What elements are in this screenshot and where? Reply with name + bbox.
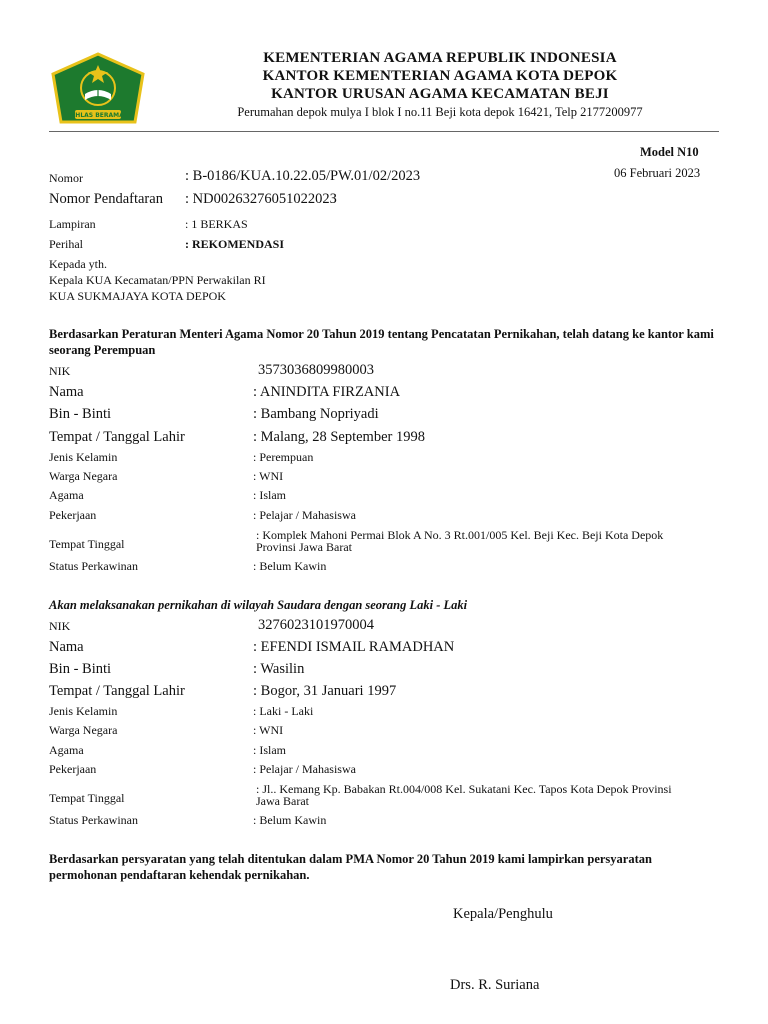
bride-parent: : Bambang Nopriyadi bbox=[253, 406, 379, 422]
lampiran-label: Lampiran bbox=[49, 217, 96, 231]
bride-name-label: Nama bbox=[49, 384, 84, 400]
groom-parent: : Wasilin bbox=[253, 661, 305, 677]
groom-citizenship: : WNI bbox=[253, 723, 284, 737]
groom-address-label: Tempat Tinggal bbox=[49, 791, 125, 805]
groom-marital-label: Status Perkawinan bbox=[49, 813, 138, 827]
groom-job: : Pelajar / Mahasiswa bbox=[253, 762, 356, 776]
lampiran-value: : 1 BERKAS bbox=[185, 217, 248, 231]
ministry-logo bbox=[49, 52, 147, 130]
recipient-title: Kepala KUA Kecamatan/PPN Perwakilan RI bbox=[49, 273, 266, 287]
bride-birth-label: Tempat / Tanggal Lahir bbox=[49, 429, 185, 445]
bride-nik: 3573036809980003 bbox=[258, 362, 374, 378]
header-ministry: KEMENTERIAN AGAMA REPUBLIK INDONESIA bbox=[263, 50, 617, 66]
bride-gender-label: Jenis Kelamin bbox=[49, 450, 118, 464]
bride-name: : ANINDITA FIRZANIA bbox=[253, 384, 401, 400]
bride-birth: : Malang, 28 September 1998 bbox=[253, 429, 425, 445]
letter-date: 06 Februari 2023 bbox=[614, 166, 701, 180]
header-kua: KANTOR URUSAN AGAMA KECAMATAN BEJI bbox=[271, 86, 609, 102]
nomor-label: Nomor bbox=[49, 171, 83, 185]
groom-nik: 3276023101970004 bbox=[258, 617, 374, 633]
groom-gender-label: Jenis Kelamin bbox=[49, 704, 118, 718]
perihal-value: : REKOMENDASI bbox=[185, 237, 285, 251]
bride-marital: : Belum Kawin bbox=[253, 559, 327, 573]
groom-religion: : Islam bbox=[253, 743, 286, 757]
groom-address: : Jl.. Kemang Kp. Babakan Rt.004/008 Kel. Sukatani Kec. Tapos Kota Depok Provinsi Jawa Barat bbox=[256, 782, 672, 808]
closing-paragraph: Berdasarkan persyaratan yang telah ditentukan dalam PMA Nomor 20 Tahun 2019 kami lampirkan persyaratan permohonan pendaftaran kehendak pernikahan. bbox=[49, 852, 652, 882]
perihal-label: Perihal bbox=[49, 237, 83, 251]
groom-birth-label: Tempat / Tanggal Lahir bbox=[49, 683, 185, 699]
recipient-salutation: Kepada yth. bbox=[49, 257, 107, 271]
groom-marital: : Belum Kawin bbox=[253, 813, 327, 827]
bride-address-label: Tempat Tinggal bbox=[49, 537, 125, 551]
groom-job-label: Pekerjaan bbox=[49, 762, 97, 776]
bride-nik-label: NIK bbox=[49, 364, 71, 378]
recipient-office: KUA SUKMAJAYA KOTA DEPOK bbox=[49, 289, 226, 303]
pendaftaran-value: : ND0026327605102202З bbox=[185, 191, 337, 207]
form-model: Model N10 bbox=[640, 145, 699, 159]
bride-parent-label: Bin - Binti bbox=[49, 406, 112, 422]
groom-gender: : Laki - Laki bbox=[253, 704, 314, 718]
groom-birth: : Bogor, 31 Januari 1997 bbox=[253, 683, 397, 699]
groom-name-label: Nama bbox=[49, 639, 84, 655]
groom-parent-label: Bin - Binti bbox=[49, 661, 112, 677]
pendaftaran-label: Nomor Pendaftaran bbox=[49, 191, 163, 207]
signatory-name: Drs. R. Suriana bbox=[450, 977, 540, 993]
bride-gender: : Perempuan bbox=[253, 450, 314, 464]
groom-name: : EFENDI ISMAIL RAMADHAN bbox=[253, 639, 455, 655]
bride-address: : Komplek Mahoni Permai Blok A No. 3 Rt.001/005 Kel. Beji Kec. Beji Kota Depok Provinsi Jawa Barat bbox=[256, 528, 664, 554]
groom-citizenship-label: Warga Negara bbox=[49, 723, 118, 737]
bride-job-label: Pekerjaan bbox=[49, 508, 97, 522]
bride-job: : Pelajar / Mahasiswa bbox=[253, 508, 356, 522]
groom-intro: Akan melaksanakan pernikahan di wilayah Saudara dengan seorang Laki - Laki bbox=[49, 598, 468, 612]
bride-citizenship: : WNI bbox=[253, 469, 284, 483]
bride-marital-label: Status Perkawinan bbox=[49, 559, 138, 573]
intro-paragraph: Berdasarkan Peraturan Menteri Agama Nomor 20 Tahun 2019 tentang Pencatatan Pernikahan, telah datang ke kantor kami seorang Perempuan bbox=[49, 327, 714, 357]
groom-nik-label: NIK bbox=[49, 619, 71, 633]
header-office: KANTOR KEMENTERIAN AGAMA KOTA DEPOK bbox=[262, 68, 618, 84]
bride-citizenship-label: Warga Negara bbox=[49, 469, 118, 483]
bride-religion: : Islam bbox=[253, 488, 286, 502]
groom-religion-label: Agama bbox=[49, 743, 84, 757]
nomor-value: : B-0186/KUA.10.22.05/PW.01/02/2023 bbox=[185, 168, 421, 184]
header-address: Perumahan depok mulya I blok I no.11 Beji kota depok 16421, Telp 2177200977 bbox=[237, 105, 643, 119]
bride-religion-label: Agama bbox=[49, 488, 84, 502]
header-divider bbox=[49, 131, 719, 132]
logo-motto: IKHLAS BERAMAL bbox=[68, 112, 128, 119]
signatory-title: Kepala/Penghulu bbox=[453, 906, 553, 922]
